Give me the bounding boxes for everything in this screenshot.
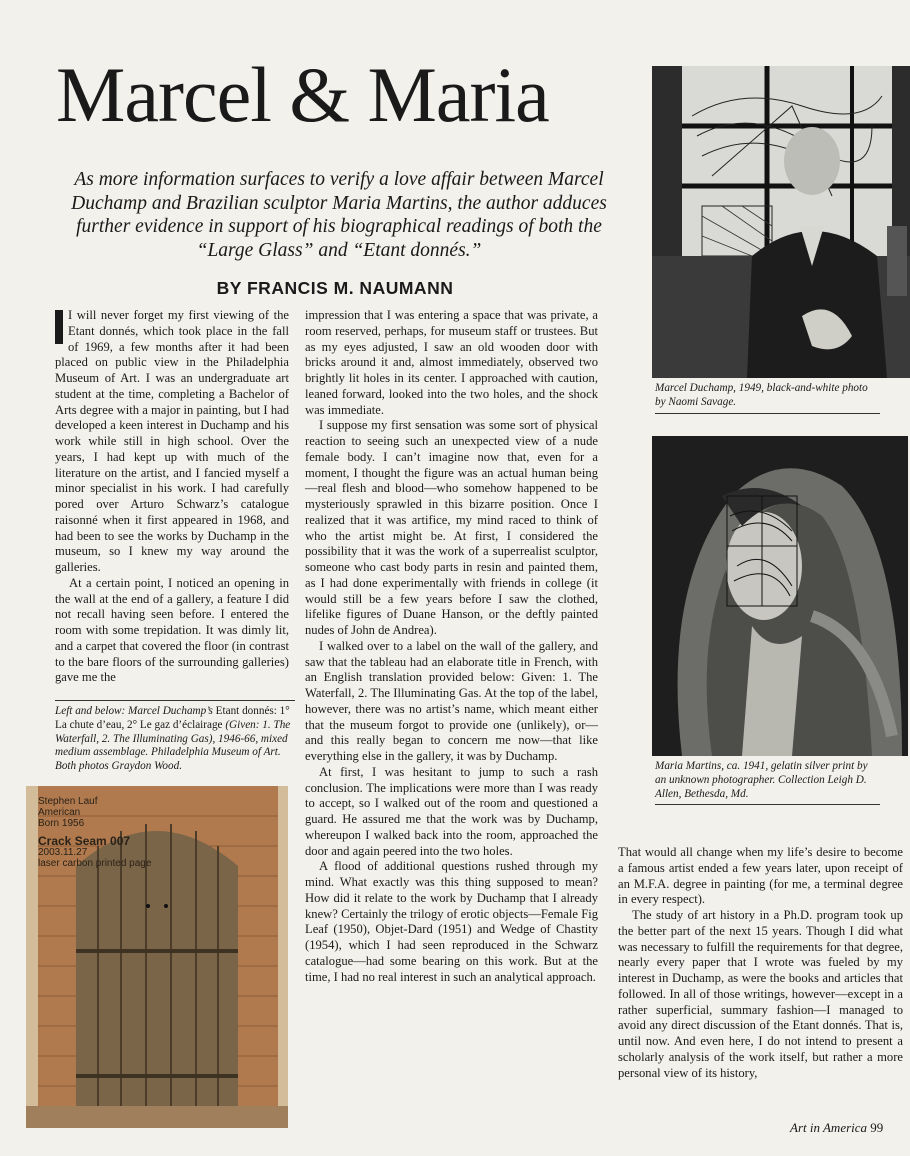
body-paragraph: The study of art history in a Ph.D. program took up the better part of the next 15 years. Though I did what was necessary to fulfill the requirements for that degree, nearly every paper that I wrote was fueled by my interest in Duchamp, as were the books and articles that followed. In all of those writings, however—except in a rather superficial, summary fashion—I managed to avoid any direct discussion of the Etant donnés. That is, until now. And even here, I do not intend to present a scholarly analysis of the work itself, but rather a more personal view of its history, (618, 908, 903, 1080)
door-work-label: Crack Seam 007 2003.11.27 laser carbon printed page (38, 834, 152, 869)
article-dek: As more information surfaces to verify a love affair between Marcel Duchamp and Brazilian sculptor Maria Martins, the author adduces further evidence in support of his biographical readings of both the “Large Glass” and “Etant donnés.” (71, 169, 607, 261)
caption-duchamp-photo: Marcel Duchamp, 1949, black-and-white photo by Naomi Savage. (655, 382, 880, 414)
duchamp-photo-illustration (652, 66, 910, 378)
article-title: Marcel & Maria (56, 51, 549, 138)
caption-martins-photo: Maria Martins, ca. 1941, gelatin silver print by an unknown photographer. Collection Leigh D. Allen, Bethesda, Md. (655, 760, 880, 805)
body-paragraph: That would all change when my life’s desire to become a famous artist ended a few years later, upon receipt of an M.F.A. degree in painting (for me, a terminal degree in every respect). (618, 845, 903, 907)
caption-etant-donnes: Left and below: Marcel Duchamp’s Etant donnés: 1° La chute d’eau, 2° Le gaz d’éclairage (Given: 1. The Waterfall, 2. The Illuminating Gas), 1946-66, mixed medium assemblage. Philadelphia Museum of Art. Both photos Graydon Wood. (55, 700, 295, 774)
drop-cap-bar (55, 310, 63, 344)
body-paragraph: impression that I was entering a space that was private, a room reserved, perhaps, for museum staff or trustees. But as my eyes adjusted, I saw an old wooden door with bricks around it and, almost immediately, observed two brightly lit holes in its center. I approached with caution, leaned forward, looked into the two holes, and the shock was immediate. (305, 308, 598, 417)
body-paragraph: At a certain point, I noticed an opening in the wall at the end of a gallery, a feature I did not recall having seen before. I entered the room with some trepidation. It was dimly lit, and a carpet that covered the floor (in contrast to the bare floors of the surrounding galleries) gave me the (55, 575, 289, 685)
body-column-2 (305, 308, 598, 985)
body-paragraph: At first, I was hesitant to jump to such a rash conclusion. The implications were more than I was ready to accept, so I walked out of the room and questioned a guard. He assured me that the work was by Duchamp, whereupon I walked back into the room, approached the door and again peered into the two holes. (305, 764, 598, 858)
page-footer (790, 1120, 883, 1136)
body-column-3 (618, 845, 903, 1081)
magazine-name: Art in America (790, 1120, 868, 1135)
page-number: 99 (870, 1120, 884, 1135)
martins-photo-illustration (652, 436, 908, 756)
body-paragraph: I suppose my first sensation was some sort of physical reaction to seeing such an unexpected view of a nude female body. I can’t imagine now that, even for a moment, I thought the figure was an actual human being—real flesh and blood—who somehow happened to be mysteriously sprawled in this bizarre position. Once I realized that it was artifice, my mind raced to think of who the artist might be. At first, I considered the possibility that it was the work of a superrealist sculptor, someone who cast body parts in resin and painted them, as I had done experimentally with friends in college (it would still be a few years before I saw the clothed, lifelike figures of Duane Hanson, or the deftly painted nudes of John de Andrea). (305, 418, 598, 637)
article-byline: BY FRANCIS M. NAUMANN (216, 278, 454, 298)
body-paragraph: I will never forget my first viewing of the Etant donnés, which took place in the fall of 1969, a few months after it had been placed on public view in the Philadelphia Museum of Art. I was an undergraduate art student at the time, completing a Bachelor of Arts degree with a major in painting, but I had developed a keen interest in Duchamp and his work while still in high school. Over the years, I had kept up with much of the literature on the artist, and I fancied myself a minor specialist in his work. I had carefully pored over Arturo Schwarz’s catalogue raisonné when it first appeared in 1968, and had been to see the works by Duchamp in the museum, so I knew my way around the galleries. (55, 308, 289, 574)
body-paragraph: I walked over to a label on the wall of the gallery, and saw that the tableau had an elaborate title in French, with an English translation provided below: Given: 1. The Waterfall, 2. The Illuminating Gas. At the top of the label, however, there was no artist’s name, which meant either that the museum forgot to provide one (unlikely), or—and this really began to concern me now—that like everything else in the gallery, it was by Duchamp. (305, 638, 598, 763)
door-artist-label: Stephen Lauf American Born 1956 (38, 796, 98, 829)
photo-maria-martins (652, 436, 908, 756)
photo-etant-donnes-door (26, 786, 288, 1128)
photo-marcel-duchamp (652, 66, 910, 378)
body-column-1 (55, 308, 289, 686)
body-paragraph: A flood of additional questions rushed through my mind. What exactly was this thing supposed to mean? How did it relate to the work by Duchamp that I already knew? Certainly the trilogy of erotic objects—Female Fig Leaf (1950), Objet-Dard (1951) and Wedge of Chastity (1954), which I had seen reproduced in the Schwarz catalogue—had some bearing on this work. But at the time, I had no real interest in such an analytical approach. (305, 859, 598, 984)
